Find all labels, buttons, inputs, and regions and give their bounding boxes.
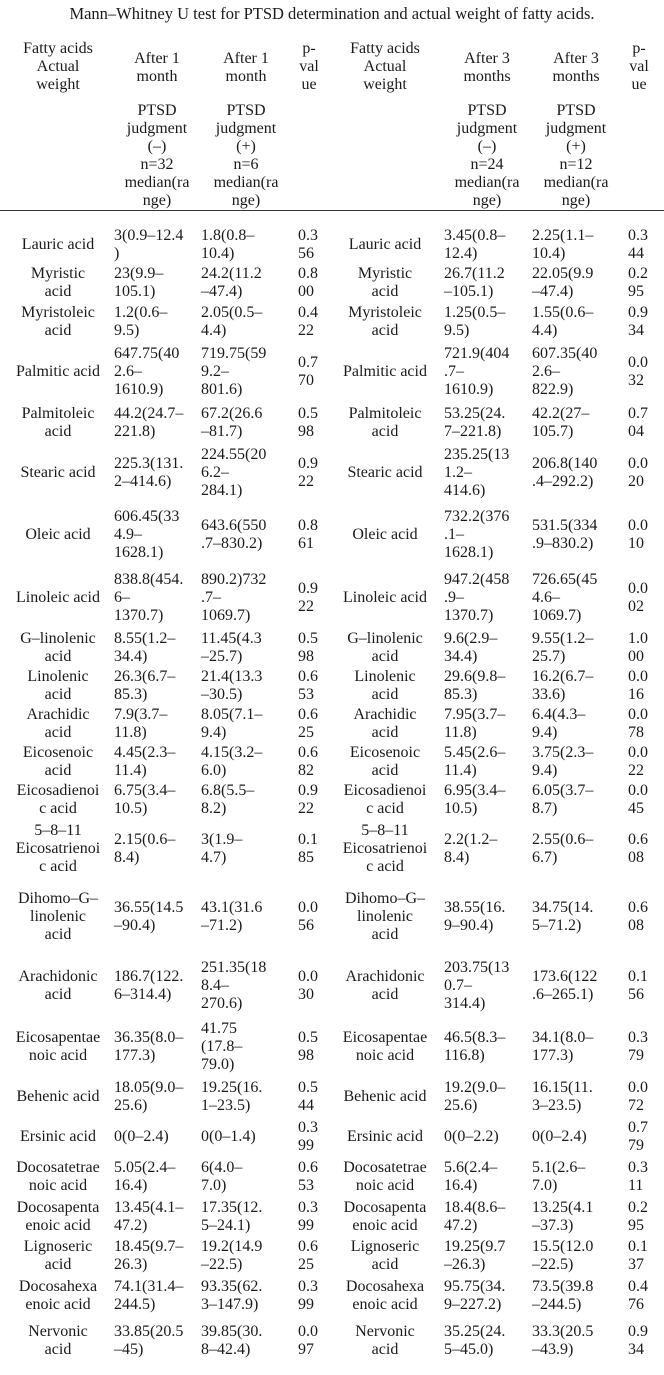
- p-value-3m: 0.3 79: [628, 1029, 648, 1064]
- fatty-acid-name-1: Linoleic acid: [16, 589, 100, 606]
- fatty-acid-name-1: Ersinic acid: [20, 1128, 96, 1145]
- median-1m-pos: 890.2)732 .7– 1069.7): [201, 571, 267, 624]
- fatty-acid-name-2: Linolenic acid: [354, 668, 416, 703]
- p-value-1m: 0.8 61: [298, 517, 318, 552]
- header-ptsd-neg-3: PTSD judgment (–) n=24 median(ra nge): [454, 102, 520, 209]
- p-value-1m: 0.6 53: [298, 1159, 318, 1194]
- median-1m-pos: 2.05(0.5– 4.4): [201, 304, 263, 339]
- median-1m-neg: 0(0–2.4): [114, 1128, 169, 1145]
- fatty-acid-name-1: Lignoseric acid: [23, 1238, 93, 1273]
- header-after-3-months-neg: After 3 months: [463, 50, 511, 85]
- p-value-3m: 0.9 34: [628, 1323, 648, 1358]
- p-value-1m: 0.3 99: [298, 1119, 318, 1154]
- median-1m-pos: 6.8(5.5– 8.2): [201, 782, 255, 817]
- median-1m-pos: 43.1(31.6 –71.2): [201, 899, 263, 934]
- fatty-acid-name-2: Myristoleic acid: [348, 304, 422, 339]
- median-3m-pos: 2.25(1.1– 10.4): [532, 227, 594, 262]
- fatty-acid-name-2: Eicosenoic acid: [349, 744, 421, 779]
- fatty-acid-name-1: G–linolenic acid: [20, 630, 96, 665]
- fatty-acid-name-2: Arachidic acid: [353, 706, 417, 741]
- median-3m-pos: 607.35(40 2.6– 822.9): [532, 345, 598, 398]
- fatty-acid-name-1: Behenic acid: [16, 1088, 100, 1105]
- median-3m-pos: 16.2(6.7– 33.6): [532, 668, 594, 703]
- median-1m-neg: 2.15(0.6– 8.4): [114, 831, 176, 866]
- p-value-3m: 0.0 16: [628, 668, 648, 703]
- p-value-3m: 0.0 45: [628, 782, 648, 817]
- header-fatty-acids-1: Fatty acids Actual weight: [23, 40, 93, 93]
- fatty-acid-name-1: Myristic acid: [30, 265, 86, 300]
- fatty-acid-name-1: Lauric acid: [21, 236, 95, 253]
- median-1m-pos: 24.2(11.2 –47.4): [201, 265, 262, 300]
- fatty-acid-name-2: Behenic acid: [343, 1088, 427, 1105]
- p-value-3m: 0.7 04: [628, 405, 648, 440]
- median-1m-pos: 0(0–1.4): [201, 1128, 256, 1145]
- median-1m-pos: 19.25(16. 1–23.5): [201, 1079, 263, 1114]
- median-3m-pos: 9.55(1.2– 25.7): [532, 630, 594, 665]
- p-value-1m: 0.6 53: [298, 668, 318, 703]
- fatty-acid-name-1: Myristoleic acid: [21, 304, 95, 339]
- median-1m-neg: 23(9.9– 105.1): [114, 265, 164, 300]
- p-value-1m: 0.9 22: [298, 580, 318, 615]
- median-1m-neg: 5.05(2.4– 16.4): [114, 1159, 176, 1194]
- median-3m-neg: 7.95(3.7– 11.8): [444, 706, 506, 741]
- median-1m-neg: 33.85(20.5 –45): [114, 1323, 184, 1358]
- median-3m-neg: 947.2(458 .9– 1370.7): [444, 571, 510, 624]
- fatty-acid-name-2: Oleic acid: [352, 526, 418, 543]
- median-3m-pos: 173.6(122 .6–265.1): [532, 968, 598, 1003]
- p-value-1m: 0.3 99: [298, 1199, 318, 1234]
- median-3m-pos: 16.15(11. 3–23.5): [532, 1079, 593, 1114]
- p-value-3m: 0.0 02: [628, 580, 648, 615]
- fatty-acid-name-1: Docosahexa enoic acid: [18, 1278, 98, 1313]
- p-value-1m: 0.5 98: [298, 405, 318, 440]
- median-3m-pos: 6.4(4.3– 9.4): [532, 706, 586, 741]
- median-1m-pos: 39.85(30. 8–42.4): [201, 1323, 263, 1358]
- median-1m-neg: 36.55(14.5 –90.4): [114, 899, 184, 934]
- header-p-value-2: p- val ue: [629, 40, 649, 93]
- header-ptsd-neg-1: PTSD judgment (–) n=32 median(ra nge): [124, 102, 190, 209]
- median-3m-neg: 53.25(24. 7–221.8): [444, 405, 506, 440]
- median-1m-neg: 8.55(1.2– 34.4): [114, 630, 176, 665]
- median-1m-neg: 18.45(9.7– 26.3): [114, 1238, 184, 1273]
- median-3m-pos: 42.2(27– 105.7): [532, 405, 590, 440]
- median-3m-pos: 726.65(45 4.6– 1069.7): [532, 571, 598, 624]
- median-1m-neg: 6.75(3.4– 10.5): [114, 782, 176, 817]
- p-value-1m: 0.8 00: [298, 265, 318, 300]
- fatty-acid-name-2: Linoleic acid: [343, 589, 427, 606]
- fatty-acid-name-2: Eicosadienoi c acid: [343, 782, 427, 817]
- median-1m-pos: 251.35(18 8.4– 270.6): [201, 959, 267, 1012]
- median-3m-pos: 73.5(39.8 –244.5): [532, 1278, 594, 1313]
- fatty-acid-name-2: Eicosapentae noic acid: [342, 1029, 428, 1064]
- median-1m-neg: 225.3(131. 2–414.6): [114, 455, 184, 490]
- p-value-3m: 0.0 10: [628, 517, 648, 552]
- median-1m-pos: 8.05(7.1– 9.4): [201, 706, 263, 741]
- p-value-3m: 0.2 95: [628, 265, 648, 300]
- median-3m-neg: 46.5(8.3– 116.8): [444, 1029, 506, 1064]
- p-value-1m: 0.3 56: [298, 227, 318, 262]
- fatty-acid-name-2: Myristic acid: [357, 265, 413, 300]
- header-ptsd-pos-1: PTSD judgment (+) n=6 median(ra nge): [213, 102, 279, 209]
- p-value-3m: 0.0 72: [628, 1079, 648, 1114]
- fatty-acid-name-2: Lauric acid: [348, 236, 422, 253]
- p-value-1m: 0.0 56: [298, 899, 318, 934]
- p-value-3m: 0.1 56: [628, 968, 648, 1003]
- median-1m-neg: 7.9(3.7– 11.8): [114, 706, 168, 741]
- p-value-1m: 0.1 85: [298, 831, 318, 866]
- median-3m-neg: 5.6(2.4– 16.4): [444, 1159, 498, 1194]
- fatty-acid-name-1: Linolenic acid: [27, 668, 89, 703]
- median-1m-neg: 4.45(2.3– 11.4): [114, 744, 176, 779]
- median-3m-pos: 22.05(9.9 –47.4): [532, 265, 594, 300]
- median-1m-pos: 4.15(3.2– 6.0): [201, 744, 263, 779]
- median-1m-pos: 19.2(14.9 –22.5): [201, 1238, 263, 1273]
- median-3m-pos: 1.55(0.6– 4.4): [532, 304, 594, 339]
- p-value-1m: 0.0 97: [298, 1323, 318, 1358]
- median-1m-pos: 1.8(0.8– 10.4): [201, 227, 255, 262]
- median-3m-pos: 33.3(20.5 –43.9): [532, 1323, 594, 1358]
- header-after-1-month-pos: After 1 month: [223, 50, 269, 85]
- fatty-acid-name-2: Docosapenta enoic acid: [343, 1199, 427, 1234]
- fatty-acid-name-1: Docosapenta enoic acid: [16, 1199, 100, 1234]
- p-value-3m: 0.6 08: [628, 899, 648, 934]
- p-value-3m: 0.7 79: [628, 1119, 648, 1154]
- header-after-1-month-neg: After 1 month: [134, 50, 180, 85]
- p-value-3m: 0.6 08: [628, 831, 648, 866]
- p-value-1m: 0.9 22: [298, 782, 318, 817]
- median-1m-neg: 606.45(33 4.9– 1628.1): [114, 508, 180, 561]
- header-p-value-1: p- val ue: [299, 40, 319, 93]
- median-3m-neg: 95.75(34. 9–227.2): [444, 1278, 506, 1313]
- median-3m-neg: 6.95(3.4– 10.5): [444, 782, 506, 817]
- p-value-1m: 0.9 22: [298, 455, 318, 490]
- median-3m-neg: 235.25(13 1.2– 414.6): [444, 446, 510, 499]
- median-1m-pos: 17.35(12. 5–24.1): [201, 1199, 263, 1234]
- fatty-acid-name-1: Palmitic acid: [16, 363, 100, 380]
- median-3m-neg: 203.75(13 0.7– 314.4): [444, 959, 510, 1012]
- median-3m-neg: 3.45(0.8– 12.4): [444, 227, 506, 262]
- median-1m-pos: 67.2(26.6 –81.7): [201, 405, 263, 440]
- median-3m-pos: 34.75(14. 5–71.2): [532, 899, 594, 934]
- median-3m-pos: 0(0–2.4): [532, 1128, 587, 1145]
- median-3m-pos: 6.05(3.7– 8.7): [532, 782, 594, 817]
- median-1m-neg: 13.45(4.1– 47.2): [114, 1199, 184, 1234]
- median-3m-pos: 15.5(12.0 –22.5): [532, 1238, 594, 1273]
- median-1m-pos: 224.55(20 6.2– 284.1): [201, 446, 267, 499]
- header-fatty-acids-2: Fatty acids Actual weight: [350, 40, 420, 93]
- median-1m-pos: 11.45(4.3 –25.7): [201, 630, 262, 665]
- median-1m-pos: 93.35(62. 3–147.9): [201, 1278, 263, 1313]
- fatty-acid-name-1: Nervonic acid: [28, 1323, 88, 1358]
- median-1m-neg: 3(0.9–12.4 ): [114, 227, 184, 262]
- fatty-acid-name-2: Lignoseric acid: [350, 1238, 420, 1273]
- p-value-1m: 0.7 70: [298, 354, 318, 389]
- fatty-acid-name-2: Dihomo–G– linolenic acid: [345, 890, 425, 943]
- median-3m-neg: 9.6(2.9– 34.4): [444, 630, 498, 665]
- p-value-3m: 0.3 44: [628, 227, 648, 262]
- fatty-acid-name-1: Eicosadienoi c acid: [16, 782, 100, 817]
- median-3m-neg: 0(0–2.2): [444, 1128, 499, 1145]
- median-3m-neg: 26.7(11.2 –105.1): [444, 265, 505, 300]
- fatty-acid-name-1: Docosatetrae noic acid: [16, 1159, 100, 1194]
- p-value-3m: 0.3 11: [628, 1159, 648, 1194]
- p-value-3m: 0.0 32: [628, 354, 648, 389]
- median-3m-pos: 5.1(2.6– 7.0): [532, 1159, 586, 1194]
- median-1m-neg: 26.3(6.7– 85.3): [114, 668, 176, 703]
- median-3m-neg: 732.2(376 .1– 1628.1): [444, 508, 510, 561]
- median-3m-neg: 5.45(2.6– 11.4): [444, 744, 506, 779]
- median-3m-neg: 19.2(9.0– 25.6): [444, 1079, 506, 1114]
- median-1m-neg: 74.1(31.4– 244.5): [114, 1278, 184, 1313]
- median-3m-neg: 35.25(24. 5–45.0): [444, 1323, 506, 1358]
- median-1m-neg: 838.8(454. 6– 1370.7): [114, 571, 184, 624]
- header-divider: [0, 210, 664, 211]
- p-value-1m: 0.3 99: [298, 1278, 318, 1313]
- fatty-acid-name-1: Palmitoleic acid: [21, 405, 95, 440]
- median-1m-pos: 41.75 (17.8– 79.0): [201, 1020, 243, 1073]
- fatty-acid-name-2: 5–8–11 Eicosatrienoi c acid: [342, 822, 428, 875]
- median-3m-neg: 2.2(1.2– 8.4): [444, 831, 498, 866]
- median-1m-neg: 44.2(24.7– 221.8): [114, 405, 184, 440]
- median-1m-pos: 3(1.9– 4.7): [201, 831, 243, 866]
- p-value-1m: 0.0 30: [298, 968, 318, 1003]
- fatty-acid-name-2: Stearic acid: [347, 464, 423, 481]
- fatty-acid-name-1: Oleic acid: [25, 526, 91, 543]
- fatty-acid-name-2: Ersinic acid: [347, 1128, 423, 1145]
- p-value-1m: 0.5 44: [298, 1079, 318, 1114]
- fatty-acid-name-1: Eicosenoic acid: [22, 744, 94, 779]
- median-1m-neg: 186.7(122. 6–314.4): [114, 968, 184, 1003]
- median-1m-pos: 6(4.0– 7.0): [201, 1159, 243, 1194]
- median-3m-neg: 18.4(8.6– 47.2): [444, 1199, 506, 1234]
- header-after-3-months-pos: After 3 months: [552, 50, 600, 85]
- fatty-acid-name-2: Docosatetrae noic acid: [343, 1159, 427, 1194]
- p-value-3m: 1.0 00: [628, 630, 648, 665]
- median-3m-neg: 19.25(9.7 –26.3): [444, 1238, 506, 1273]
- median-1m-neg: 36.35(8.0– 177.3): [114, 1029, 184, 1064]
- p-value-1m: 0.5 98: [298, 630, 318, 665]
- fatty-acid-name-2: Docosahexa enoic acid: [345, 1278, 425, 1313]
- p-value-1m: 0.4 22: [298, 304, 318, 339]
- p-value-1m: 0.6 25: [298, 1238, 318, 1273]
- median-1m-pos: 643.6(550 .7–830.2): [201, 517, 267, 552]
- fatty-acid-name-1: Arachidonic acid: [18, 968, 98, 1003]
- p-value-3m: 0.0 20: [628, 455, 648, 490]
- fatty-acid-name-2: G–linolenic acid: [347, 630, 423, 665]
- median-1m-neg: 18.05(9.0– 25.6): [114, 1079, 184, 1114]
- p-value-3m: 0.0 78: [628, 706, 648, 741]
- median-3m-pos: 3.75(2.3– 9.4): [532, 744, 594, 779]
- median-3m-neg: 38.55(16. 9–90.4): [444, 899, 506, 934]
- header-ptsd-pos-3: PTSD judgment (+) n=12 median(ra nge): [543, 102, 609, 209]
- fatty-acid-name-1: Arachidic acid: [26, 706, 90, 741]
- median-3m-pos: 206.8(140 .4–292.2): [532, 455, 598, 490]
- fatty-acid-name-1: Eicosapentae noic acid: [15, 1029, 101, 1064]
- median-3m-pos: 34.1(8.0– 177.3): [532, 1029, 594, 1064]
- p-value-3m: 0.0 22: [628, 744, 648, 779]
- p-value-3m: 0.9 34: [628, 304, 648, 339]
- p-value-1m: 0.5 98: [298, 1029, 318, 1064]
- median-3m-neg: 1.25(0.5– 9.5): [444, 304, 506, 339]
- median-3m-pos: 531.5(334 .9–830.2): [532, 517, 598, 552]
- p-value-3m: 0.4 76: [628, 1278, 648, 1313]
- median-1m-neg: 647.75(40 2.6– 1610.9): [114, 345, 180, 398]
- median-1m-neg: 1.2(0.6– 9.5): [114, 304, 168, 339]
- fatty-acid-name-2: Palmitic acid: [343, 363, 427, 380]
- median-3m-neg: 721.9(404 .7– 1610.9): [444, 345, 510, 398]
- median-3m-neg: 29.6(9.8– 85.3): [444, 668, 506, 703]
- median-3m-pos: 13.25(4.1 –37.3): [532, 1199, 594, 1234]
- fatty-acid-name-1: Stearic acid: [20, 464, 96, 481]
- fatty-acid-name-2: Arachidonic acid: [345, 968, 425, 1003]
- median-1m-pos: 21.4(13.3 –30.5): [201, 668, 263, 703]
- fatty-acid-name-2: Palmitoleic acid: [348, 405, 422, 440]
- fatty-acid-name-1: 5–8–11 Eicosatrienoi c acid: [15, 822, 101, 875]
- table-title: Mann–Whitney U test for PTSD determination and actual weight of fatty acids.: [69, 4, 595, 23]
- p-value-1m: 0.6 82: [298, 744, 318, 779]
- median-1m-pos: 719.75(59 9.2– 801.6): [201, 345, 267, 398]
- median-3m-pos: 2.55(0.6– 6.7): [532, 831, 594, 866]
- fatty-acid-name-1: Dihomo–G– linolenic acid: [18, 890, 98, 943]
- p-value-3m: 0.1 37: [628, 1238, 648, 1273]
- p-value-3m: 0.2 95: [628, 1199, 648, 1234]
- fatty-acid-name-2: Nervonic acid: [355, 1323, 415, 1358]
- p-value-1m: 0.6 25: [298, 706, 318, 741]
